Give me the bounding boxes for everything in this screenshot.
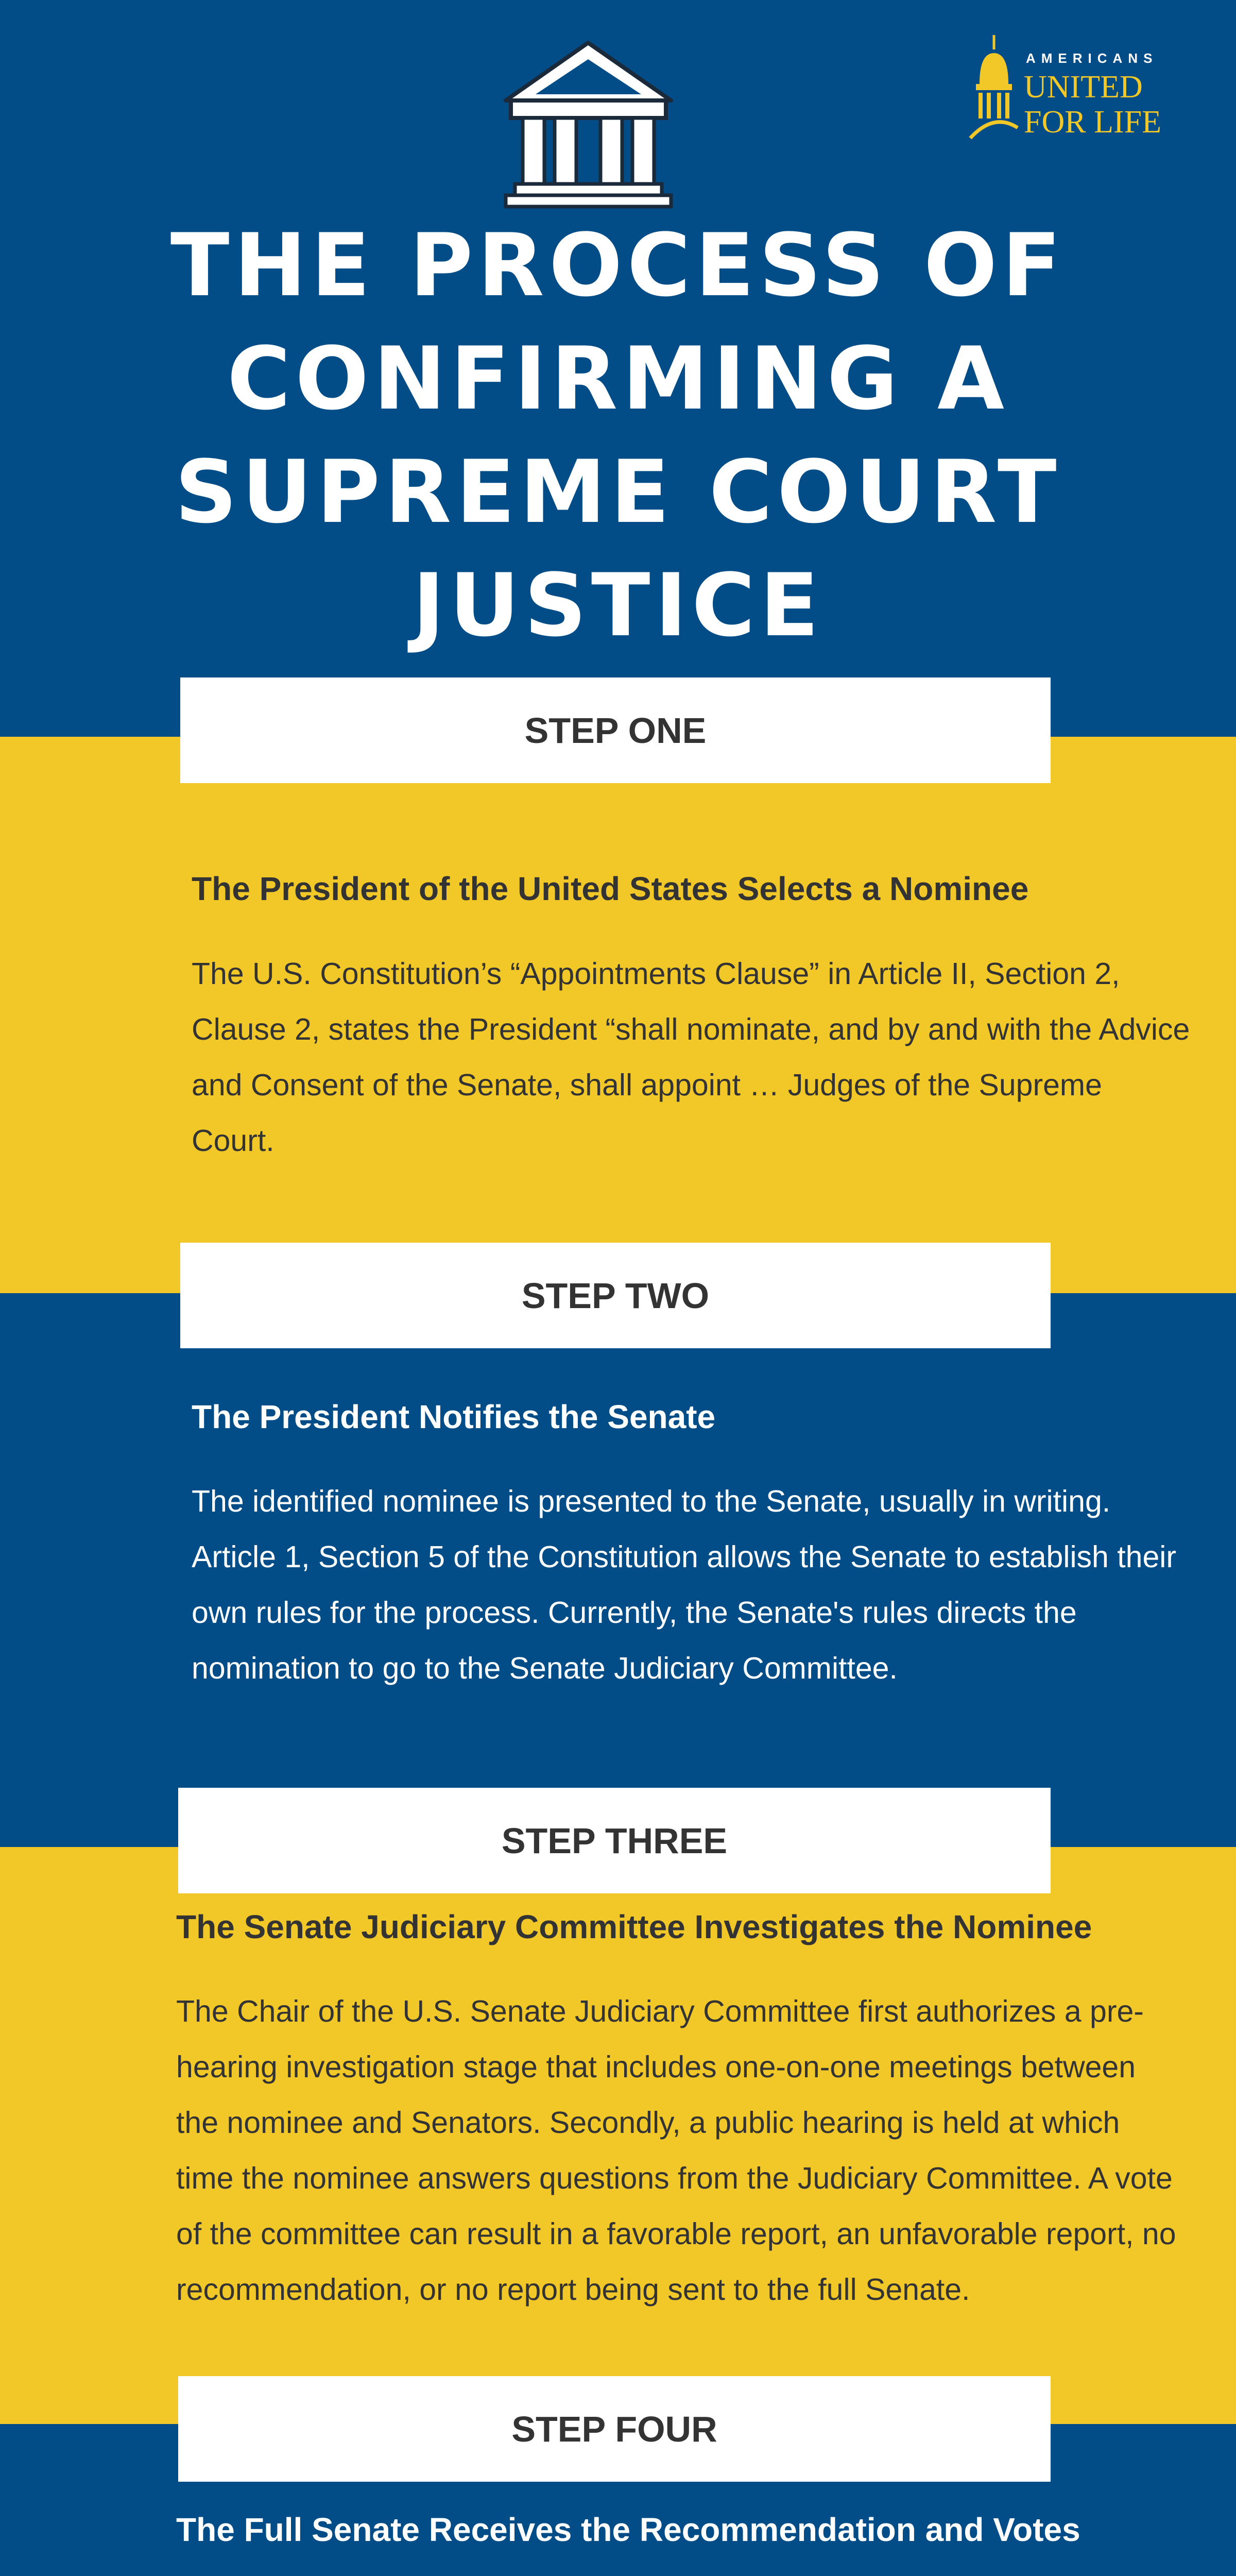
step-two-body: The identified nominee is presented to the Senate, usually in writing. Article 1, Section 5 of the Constitution allows the Senate to establish their own rules for the process. Currently, the Senate's rules directs the nomination to go to the Senate Judiciary Committee.: [192, 1484, 1177, 1685]
brand-line-united: UNITED: [1024, 70, 1143, 105]
step-four-heading: The Full Senate Receives the Recommendation and Votes: [176, 2511, 1080, 2548]
step-three-label-box: [178, 1788, 1051, 1893]
brand-line-for-life: FOR LIFE: [1024, 105, 1161, 140]
brand-logo[interactable]: [968, 35, 1184, 143]
step-three-body: The Chair of the U.S. Senate Judiciary Committee first authorizes a pre-hearing investigation stage that includes one-on-one meetings between the nominee and Senators. Secondly, a public hearing is held at which time the nominee answers questions from the Judiciary Committee. A vote of the committee can result in a favorable report, an unfavorable report, no recommendation, or no report being sent to the full Senate.: [176, 1994, 1176, 2307]
courthouse-icon: [500, 39, 677, 209]
step-four-label-box: [178, 2376, 1051, 2482]
step-one-heading: The President of the United States Selects a Nominee: [192, 870, 1029, 907]
step-two-heading: The President Notifies the Senate: [192, 1398, 716, 1435]
step-three-heading: The Senate Judiciary Committee Investigates the Nominee: [176, 1908, 1092, 1945]
step-one-label: STEP ONE: [524, 710, 707, 751]
step-three-label: STEP THREE: [501, 1820, 728, 1861]
step-four-label: STEP FOUR: [511, 2409, 717, 2449]
step-one-label-box: [180, 677, 1051, 783]
page-title: THE PROCESS OF CONFIRMING A SUPREME COURT JUSTICE: [170, 215, 1066, 656]
brand-small-text: AMERICANS: [1026, 50, 1158, 66]
step-two-label-box: [180, 1243, 1051, 1348]
capitol-dome-icon: [968, 35, 1020, 141]
step-one-body: The U.S. Constitution’s “Appointments Clause” in Article II, Section 2, Clause 2, states the President “shall nominate, and by and with the Advice and Consent of the Senate, shall appoint … Judges of the Supreme Court.: [192, 957, 1190, 1158]
step-two-label: STEP TWO: [521, 1275, 710, 1316]
